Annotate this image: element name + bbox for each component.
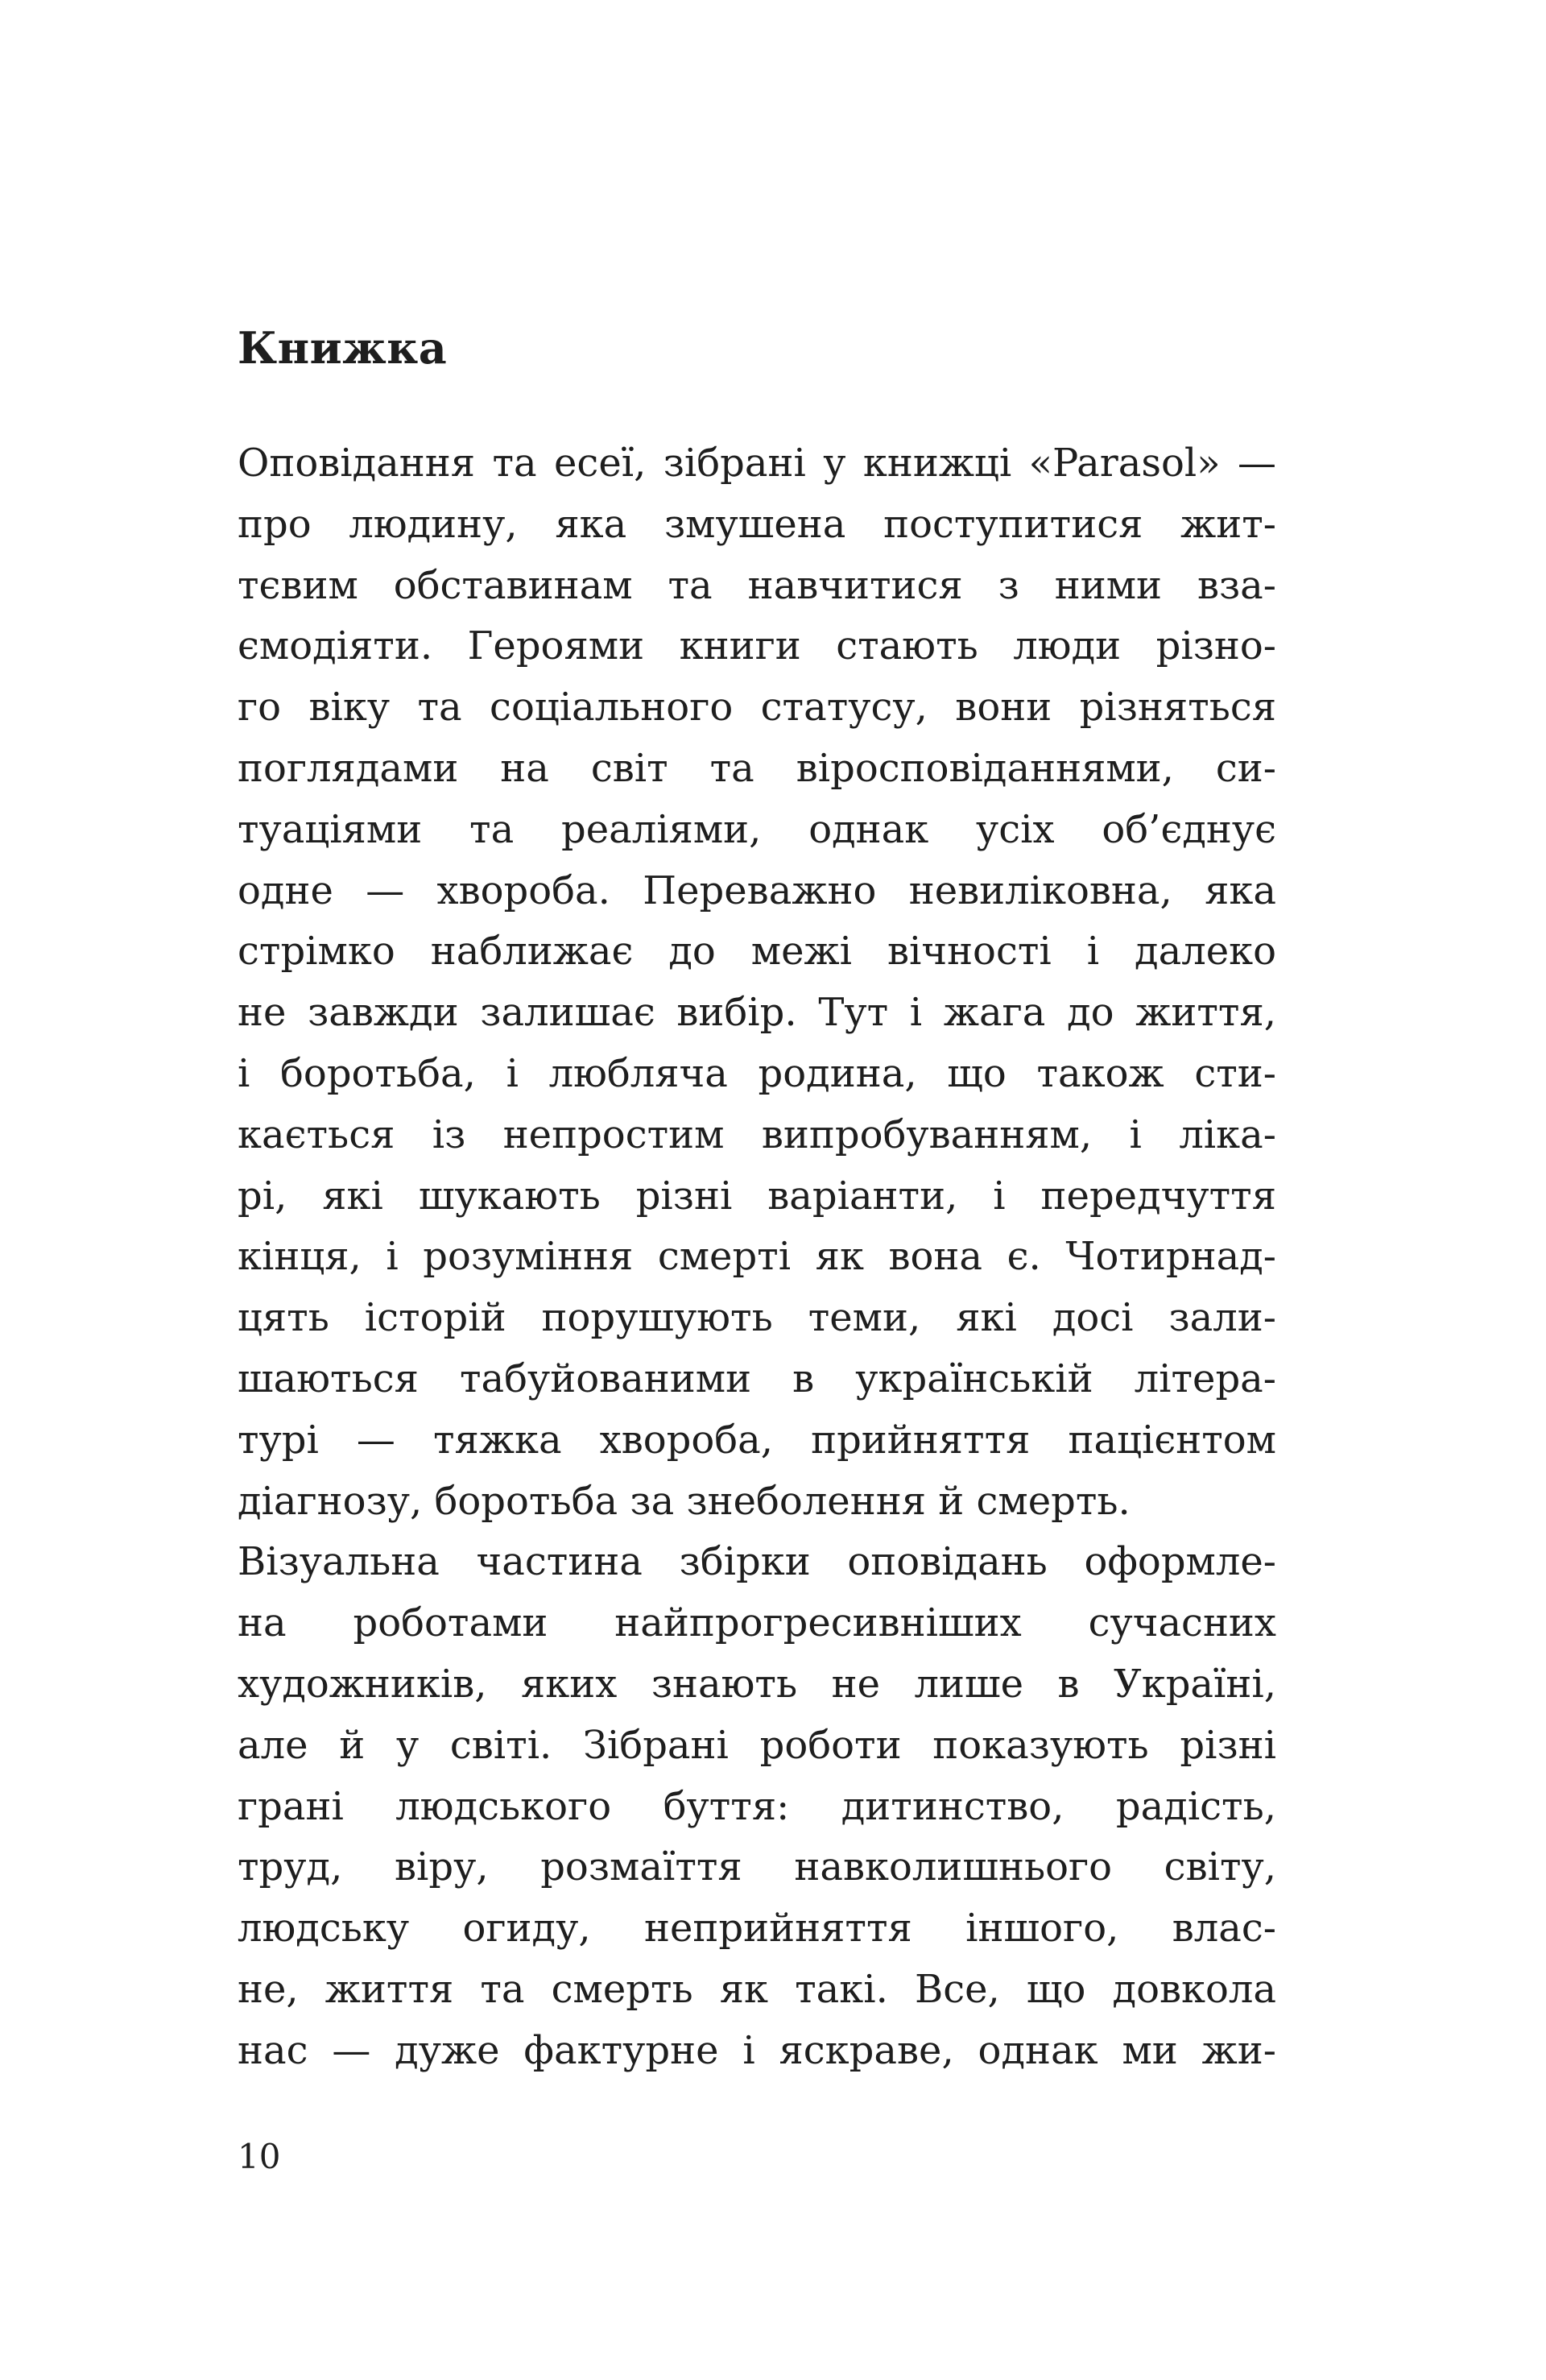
- text-line: шаються табуйованими в українській літера-: [238, 1356, 1276, 1401]
- text-line: рі, які шукають різні варіанти, і передчуття: [238, 1173, 1276, 1219]
- text-line: Оповідання та есеї, зібрані у книжці «Parasol» —: [238, 441, 1276, 486]
- text-line: турі — тяжка хвороба, прийняття пацієнтом: [238, 1417, 1276, 1463]
- text-line: діагнозу, боротьба за знеболення й смерть.: [238, 1478, 1131, 1524]
- text-line: Візуальна частина збірки оповідань оформле-: [238, 1539, 1276, 1585]
- text-line: але й у світі. Зібрані роботи показують різні: [238, 1722, 1276, 1768]
- text-line: труд, віру, розмаїття навколишнього світу,: [238, 1844, 1276, 1890]
- text-line: і боротьба, і любляча родина, що також сти-: [238, 1050, 1276, 1096]
- text-line: не завжди залишає вибір. Тут і жага до життя,: [238, 990, 1276, 1036]
- body-paragraph: [238, 433, 1276, 2082]
- text-line: людську огиду, неприйняття іншого, влас-: [238, 1906, 1276, 1952]
- text-line: цять історій порушують теми, які досі зали-: [238, 1295, 1276, 1341]
- text-line: тєвим обставинам та навчитися з ними вза-: [238, 562, 1276, 608]
- text-line: грані людського буття: дитинство, радість,: [238, 1783, 1276, 1829]
- text-line: художників, яких знають не лише в Україні,: [238, 1661, 1276, 1707]
- text-line: не, життя та смерть як такі. Все, що довкола: [238, 1966, 1276, 2012]
- text-line: про людину, яка змушена поступитися жит-: [238, 501, 1276, 547]
- text-line: на роботами найпрогресивніших сучасних: [238, 1600, 1276, 1646]
- text-line: го віку та соціального статусу, вони різняться: [238, 685, 1276, 731]
- text-line: туаціями та реаліями, однак усіх об’єднує: [238, 806, 1276, 852]
- text-line: нас — дуже фактурне і яскраве, однак ми жи-: [238, 2027, 1276, 2073]
- text-line: стрімко наближає до межі вічності і далеко: [238, 929, 1276, 975]
- page-number: 10: [238, 2137, 281, 2176]
- text-line: поглядами на світ та віросповіданнями, си-: [238, 745, 1276, 791]
- section-heading: Книжка: [238, 322, 448, 374]
- text-line: ємодіяти. Героями книги стають люди різно-: [238, 623, 1276, 669]
- text-line: одне — хвороба. Переважно невиліковна, яка: [238, 867, 1276, 913]
- text-line: кінця, і розуміння смерті як вона є. Чотирнад-: [238, 1234, 1276, 1280]
- text-line: кається із непростим випробуванням, і ліка-: [238, 1111, 1276, 1157]
